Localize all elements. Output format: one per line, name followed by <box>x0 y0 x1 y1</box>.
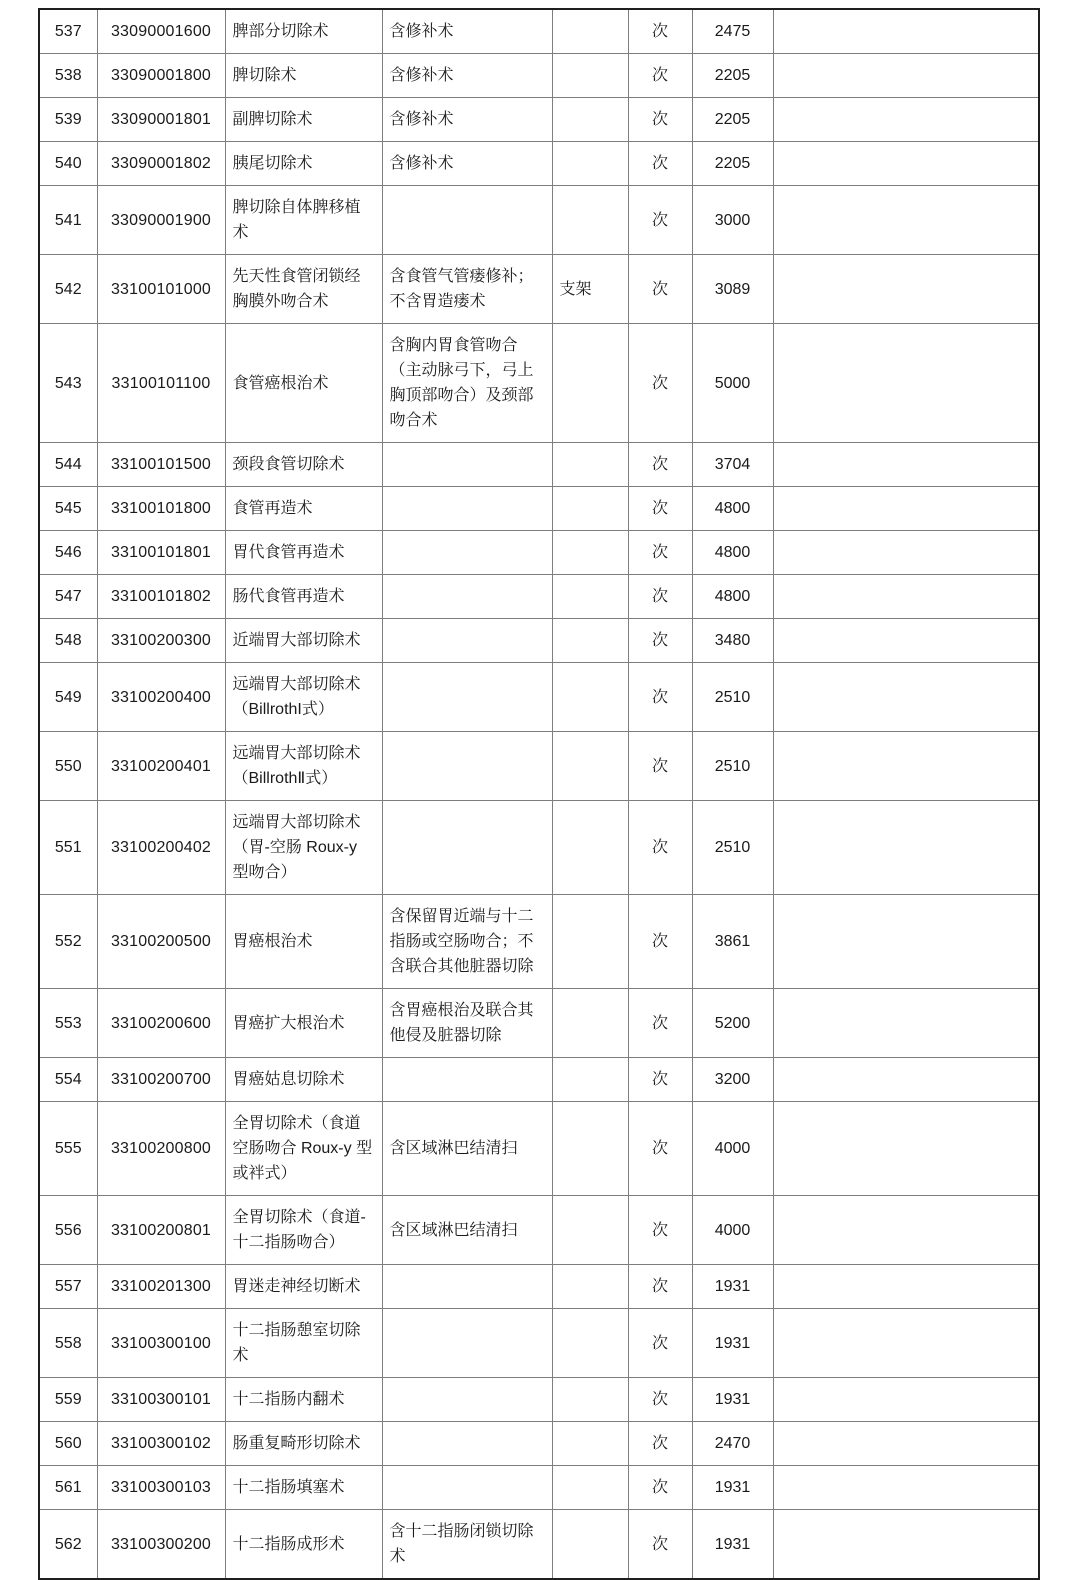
cell-row-number: 562 <box>39 1510 97 1580</box>
cell-blank <box>773 54 1039 98</box>
cell-row-number: 544 <box>39 443 97 487</box>
table-row <box>39 324 1039 443</box>
cell-price: 3480 <box>692 619 773 663</box>
cell-procedure-code: 33100201300 <box>97 1265 225 1309</box>
cell-procedure-name: 食管再造术 <box>225 487 382 531</box>
cell-extra <box>552 575 628 619</box>
table-row <box>39 54 1039 98</box>
cell-price: 1931 <box>692 1378 773 1422</box>
table-row <box>39 1309 1039 1378</box>
cell-unit: 次 <box>628 1422 692 1466</box>
cell-unit: 次 <box>628 255 692 324</box>
cell-row-number: 541 <box>39 186 97 255</box>
cell-extra <box>552 895 628 989</box>
cell-procedure-name: 颈段食管切除术 <box>225 443 382 487</box>
cell-procedure-name: 副脾切除术 <box>225 98 382 142</box>
cell-unit: 次 <box>628 98 692 142</box>
cell-row-number: 542 <box>39 255 97 324</box>
cell-note <box>382 732 552 801</box>
cell-unit: 次 <box>628 1102 692 1196</box>
cell-unit: 次 <box>628 895 692 989</box>
cell-procedure-code: 33100200300 <box>97 619 225 663</box>
cell-note <box>382 186 552 255</box>
cell-blank <box>773 443 1039 487</box>
cell-extra <box>552 1510 628 1580</box>
cell-row-number: 558 <box>39 1309 97 1378</box>
cell-note <box>382 1422 552 1466</box>
table-row <box>39 443 1039 487</box>
cell-blank <box>773 1265 1039 1309</box>
cell-procedure-code: 33100101800 <box>97 487 225 531</box>
cell-extra <box>552 9 628 54</box>
cell-row-number: 547 <box>39 575 97 619</box>
cell-blank <box>773 1422 1039 1466</box>
cell-blank <box>773 1102 1039 1196</box>
cell-note <box>382 443 552 487</box>
cell-procedure-name: 远端胃大部切除术（胃-空肠 Roux-y 型吻合） <box>225 801 382 895</box>
cell-procedure-code: 33100101802 <box>97 575 225 619</box>
cell-blank <box>773 801 1039 895</box>
cell-row-number: 538 <box>39 54 97 98</box>
cell-extra <box>552 1466 628 1510</box>
cell-row-number: 546 <box>39 531 97 575</box>
cell-procedure-name: 全胃切除术（食道-十二指肠吻合） <box>225 1196 382 1265</box>
table-row <box>39 989 1039 1058</box>
cell-unit: 次 <box>628 1466 692 1510</box>
cell-extra <box>552 531 628 575</box>
cell-procedure-code: 33100200600 <box>97 989 225 1058</box>
cell-note <box>382 1058 552 1102</box>
cell-blank <box>773 989 1039 1058</box>
cell-note: 含食管气管瘘修补；不含胃造瘘术 <box>382 255 552 324</box>
table-row <box>39 1196 1039 1265</box>
table-row <box>39 142 1039 186</box>
cell-blank <box>773 1466 1039 1510</box>
cell-price: 1931 <box>692 1466 773 1510</box>
cell-unit: 次 <box>628 443 692 487</box>
cell-blank <box>773 1309 1039 1378</box>
table-row <box>39 186 1039 255</box>
cell-procedure-code: 33100200401 <box>97 732 225 801</box>
cell-row-number: 545 <box>39 487 97 531</box>
cell-row-number: 540 <box>39 142 97 186</box>
cell-unit: 次 <box>628 324 692 443</box>
cell-extra <box>552 619 628 663</box>
cell-row-number: 549 <box>39 663 97 732</box>
cell-note: 含区域淋巴结清扫 <box>382 1196 552 1265</box>
cell-price: 2475 <box>692 9 773 54</box>
cell-unit: 次 <box>628 487 692 531</box>
cell-procedure-code: 33100300102 <box>97 1422 225 1466</box>
cell-procedure-code: 33090001802 <box>97 142 225 186</box>
cell-row-number: 557 <box>39 1265 97 1309</box>
cell-price: 4800 <box>692 531 773 575</box>
cell-unit: 次 <box>628 619 692 663</box>
cell-price: 1931 <box>692 1510 773 1580</box>
cell-procedure-name: 胃迷走神经切断术 <box>225 1265 382 1309</box>
cell-extra <box>552 98 628 142</box>
cell-unit: 次 <box>628 142 692 186</box>
cell-extra <box>552 989 628 1058</box>
cell-procedure-name: 胰尾切除术 <box>225 142 382 186</box>
cell-procedure-code: 33100101100 <box>97 324 225 443</box>
table-row <box>39 1378 1039 1422</box>
cell-procedure-code: 33100101000 <box>97 255 225 324</box>
cell-procedure-name: 脾切除术 <box>225 54 382 98</box>
cell-procedure-code: 33100200402 <box>97 801 225 895</box>
cell-blank <box>773 575 1039 619</box>
cell-note <box>382 619 552 663</box>
cell-blank <box>773 663 1039 732</box>
cell-note: 含修补术 <box>382 142 552 186</box>
table-row <box>39 487 1039 531</box>
cell-note: 含十二指肠闭锁切除术 <box>382 1510 552 1580</box>
cell-note: 含区域淋巴结清扫 <box>382 1102 552 1196</box>
cell-price: 2510 <box>692 732 773 801</box>
table-row <box>39 98 1039 142</box>
cell-extra <box>552 1309 628 1378</box>
cell-note <box>382 1309 552 1378</box>
cell-price: 1931 <box>692 1265 773 1309</box>
table-row <box>39 1466 1039 1510</box>
cell-blank <box>773 1378 1039 1422</box>
cell-extra <box>552 324 628 443</box>
cell-price: 4800 <box>692 487 773 531</box>
table-row <box>39 801 1039 895</box>
cell-price: 2510 <box>692 663 773 732</box>
cell-unit: 次 <box>628 9 692 54</box>
table-row <box>39 663 1039 732</box>
cell-blank <box>773 1510 1039 1580</box>
cell-extra <box>552 487 628 531</box>
cell-blank <box>773 9 1039 54</box>
cell-row-number: 559 <box>39 1378 97 1422</box>
cell-price: 2205 <box>692 142 773 186</box>
cell-price: 3861 <box>692 895 773 989</box>
cell-unit: 次 <box>628 1510 692 1580</box>
cell-note: 含胃癌根治及联合其他侵及脏器切除 <box>382 989 552 1058</box>
cell-procedure-code: 33090001800 <box>97 54 225 98</box>
cell-unit: 次 <box>628 1309 692 1378</box>
cell-procedure-code: 33100300200 <box>97 1510 225 1580</box>
cell-blank <box>773 324 1039 443</box>
cell-extra: 支架 <box>552 255 628 324</box>
cell-unit: 次 <box>628 1196 692 1265</box>
table-row <box>39 531 1039 575</box>
cell-extra <box>552 1378 628 1422</box>
table-row <box>39 732 1039 801</box>
table-row <box>39 1265 1039 1309</box>
cell-note: 含修补术 <box>382 54 552 98</box>
table-row <box>39 895 1039 989</box>
cell-extra <box>552 142 628 186</box>
cell-unit: 次 <box>628 1265 692 1309</box>
cell-procedure-name: 近端胃大部切除术 <box>225 619 382 663</box>
table-row <box>39 1058 1039 1102</box>
cell-blank <box>773 186 1039 255</box>
cell-price: 5200 <box>692 989 773 1058</box>
cell-procedure-name: 胃癌姑息切除术 <box>225 1058 382 1102</box>
cell-unit: 次 <box>628 1058 692 1102</box>
cell-price: 2470 <box>692 1422 773 1466</box>
cell-procedure-code: 33100200700 <box>97 1058 225 1102</box>
cell-procedure-name: 胃癌根治术 <box>225 895 382 989</box>
cell-unit: 次 <box>628 54 692 98</box>
cell-unit: 次 <box>628 663 692 732</box>
cell-unit: 次 <box>628 575 692 619</box>
cell-price: 5000 <box>692 324 773 443</box>
cell-procedure-code: 33090001900 <box>97 186 225 255</box>
cell-extra <box>552 186 628 255</box>
table-row <box>39 9 1039 54</box>
cell-procedure-code: 33100101500 <box>97 443 225 487</box>
table-row <box>39 575 1039 619</box>
cell-procedure-code: 33100101801 <box>97 531 225 575</box>
cell-note: 含保留胃近端与十二指肠或空肠吻合；不含联合其他脏器切除 <box>382 895 552 989</box>
cell-extra <box>552 1265 628 1309</box>
cell-row-number: 554 <box>39 1058 97 1102</box>
cell-procedure-code: 33100300100 <box>97 1309 225 1378</box>
cell-note: 含胸内胃食管吻合（主动脉弓下，弓上胸顶部吻合）及颈部吻合术 <box>382 324 552 443</box>
cell-procedure-name: 胃代食管再造术 <box>225 531 382 575</box>
cell-extra <box>552 801 628 895</box>
cell-unit: 次 <box>628 531 692 575</box>
medical-procedure-price-table <box>38 8 1040 1580</box>
cell-note: 含修补术 <box>382 9 552 54</box>
cell-extra <box>552 1196 628 1265</box>
cell-procedure-name: 脾部分切除术 <box>225 9 382 54</box>
cell-row-number: 539 <box>39 98 97 142</box>
cell-note <box>382 1265 552 1309</box>
cell-price: 4000 <box>692 1196 773 1265</box>
cell-row-number: 555 <box>39 1102 97 1196</box>
table-row <box>39 1102 1039 1196</box>
cell-procedure-code: 33100300101 <box>97 1378 225 1422</box>
cell-unit: 次 <box>628 801 692 895</box>
cell-blank <box>773 487 1039 531</box>
cell-procedure-name: 远端胃大部切除术（BillrothⅡ式） <box>225 732 382 801</box>
cell-price: 3704 <box>692 443 773 487</box>
cell-blank <box>773 531 1039 575</box>
cell-extra <box>552 443 628 487</box>
cell-row-number: 560 <box>39 1422 97 1466</box>
cell-price: 3000 <box>692 186 773 255</box>
cell-price: 2510 <box>692 801 773 895</box>
cell-price: 2205 <box>692 98 773 142</box>
cell-blank <box>773 98 1039 142</box>
cell-row-number: 551 <box>39 801 97 895</box>
cell-procedure-name: 胃癌扩大根治术 <box>225 989 382 1058</box>
cell-procedure-code: 33090001801 <box>97 98 225 142</box>
cell-price: 3200 <box>692 1058 773 1102</box>
table-row <box>39 1422 1039 1466</box>
cell-blank <box>773 255 1039 324</box>
cell-row-number: 553 <box>39 989 97 1058</box>
cell-procedure-name: 肠重复畸形切除术 <box>225 1422 382 1466</box>
cell-extra <box>552 1058 628 1102</box>
cell-blank <box>773 1196 1039 1265</box>
cell-blank <box>773 619 1039 663</box>
cell-price: 1931 <box>692 1309 773 1378</box>
cell-row-number: 543 <box>39 324 97 443</box>
cell-blank <box>773 895 1039 989</box>
cell-note <box>382 1466 552 1510</box>
cell-procedure-code: 33100200801 <box>97 1196 225 1265</box>
cell-unit: 次 <box>628 186 692 255</box>
cell-procedure-name: 全胃切除术（食道空肠吻合 Roux-y 型或袢式） <box>225 1102 382 1196</box>
cell-row-number: 556 <box>39 1196 97 1265</box>
table-row <box>39 619 1039 663</box>
cell-extra <box>552 1422 628 1466</box>
cell-blank <box>773 1058 1039 1102</box>
cell-row-number: 561 <box>39 1466 97 1510</box>
cell-extra <box>552 663 628 732</box>
cell-note <box>382 663 552 732</box>
cell-row-number: 552 <box>39 895 97 989</box>
cell-note: 含修补术 <box>382 98 552 142</box>
cell-unit: 次 <box>628 1378 692 1422</box>
cell-price: 2205 <box>692 54 773 98</box>
cell-unit: 次 <box>628 989 692 1058</box>
cell-procedure-name: 远端胃大部切除术（BillrothI式） <box>225 663 382 732</box>
cell-extra <box>552 732 628 801</box>
cell-note <box>382 487 552 531</box>
cell-row-number: 550 <box>39 732 97 801</box>
cell-note <box>382 575 552 619</box>
cell-extra <box>552 1102 628 1196</box>
cell-procedure-name: 十二指肠成形术 <box>225 1510 382 1580</box>
cell-procedure-code: 33090001600 <box>97 9 225 54</box>
cell-price: 4800 <box>692 575 773 619</box>
cell-note <box>382 1378 552 1422</box>
cell-note <box>382 531 552 575</box>
cell-blank <box>773 732 1039 801</box>
cell-price: 4000 <box>692 1102 773 1196</box>
cell-price: 3089 <box>692 255 773 324</box>
cell-row-number: 548 <box>39 619 97 663</box>
cell-unit: 次 <box>628 732 692 801</box>
cell-procedure-code: 33100300103 <box>97 1466 225 1510</box>
cell-procedure-name: 十二指肠憩室切除术 <box>225 1309 382 1378</box>
cell-procedure-code: 33100200800 <box>97 1102 225 1196</box>
cell-procedure-code: 33100200500 <box>97 895 225 989</box>
cell-procedure-name: 肠代食管再造术 <box>225 575 382 619</box>
table-row <box>39 255 1039 324</box>
cell-note <box>382 801 552 895</box>
cell-extra <box>552 54 628 98</box>
cell-procedure-name: 脾切除自体脾移植术 <box>225 186 382 255</box>
cell-blank <box>773 142 1039 186</box>
table-row <box>39 1510 1039 1580</box>
cell-procedure-code: 33100200400 <box>97 663 225 732</box>
cell-procedure-name: 先天性食管闭锁经胸膜外吻合术 <box>225 255 382 324</box>
cell-row-number: 537 <box>39 9 97 54</box>
cell-procedure-name: 十二指肠内翻术 <box>225 1378 382 1422</box>
cell-procedure-name: 十二指肠填塞术 <box>225 1466 382 1510</box>
cell-procedure-name: 食管癌根治术 <box>225 324 382 443</box>
